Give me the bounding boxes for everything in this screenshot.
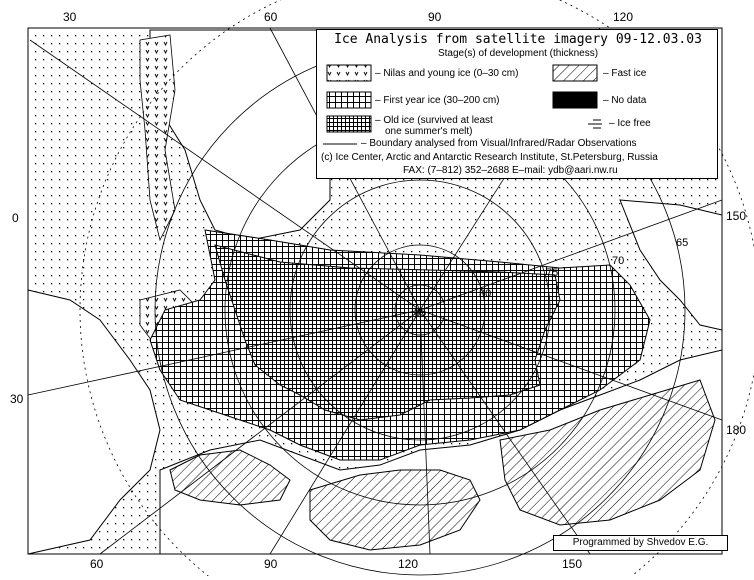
right-label-150: 150 — [726, 209, 747, 223]
legend-boundary-label: – Boundary analysed from Visual/Infrared/Radar Observations — [361, 138, 637, 149]
swatch-old-ice — [327, 116, 371, 132]
lat-label-65: 65 — [676, 237, 689, 249]
swatch-first-year — [327, 92, 371, 108]
lat-label-75: 75 — [546, 267, 559, 279]
top-lon-label-30: 30 — [63, 10, 77, 24]
legend-fast-ice-label: – Fast ice — [603, 68, 647, 79]
legend-no-data-label: – No data — [603, 95, 647, 106]
credit-label: Programmed by Shvedov E.G. — [553, 535, 728, 551]
left-label-0: 0 — [12, 211, 19, 225]
legend-old-ice-label-2: one summer's melt) — [385, 126, 473, 137]
left-label-30: 30 — [10, 392, 24, 406]
lat-label-70: 70 — [612, 255, 625, 267]
map-title: Ice Analysis from satellite imagery 09-12.03.03 — [334, 32, 702, 47]
ice-free-symbol — [588, 120, 602, 128]
bottom-lon-label-120: 120 — [398, 557, 419, 571]
legend-old-ice-label-1: – Old ice (survived at least — [375, 115, 493, 126]
lat-label-85: 85 — [414, 307, 427, 319]
legend-box — [316, 29, 718, 179]
legend-contact: FAX: (7–812) 352–2688 E–mail: ydb@aari.nw.ru — [403, 165, 618, 176]
swatch-fast-ice — [553, 65, 597, 81]
legend-ice-free-label: – Ice free — [609, 118, 651, 129]
top-lon-label-120: 120 — [613, 10, 634, 24]
top-lon-label-90: 90 — [428, 10, 442, 24]
legend-subtitle: Stage(s) of development (thickness) — [437, 48, 599, 59]
legend-copyright: (c) Ice Center, Arctic and Antarctic Research Institute, St.Petersburg, Russia — [321, 152, 658, 163]
legend-nilas-label: – Nilas and young ice (0–30 cm) — [375, 68, 519, 79]
bottom-lon-label-150: 150 — [562, 557, 583, 571]
right-label-180: 180 — [726, 423, 747, 437]
lat-label-80: 80 — [479, 288, 492, 300]
bottom-lon-label-60: 60 — [90, 557, 104, 571]
bottom-lon-label-90: 90 — [264, 557, 278, 571]
swatch-no-data — [553, 92, 597, 108]
swatch-nilas — [327, 65, 371, 81]
top-lon-label-60: 60 — [264, 10, 278, 24]
legend-first-year-label: – First year ice (30–200 cm) — [375, 95, 500, 106]
